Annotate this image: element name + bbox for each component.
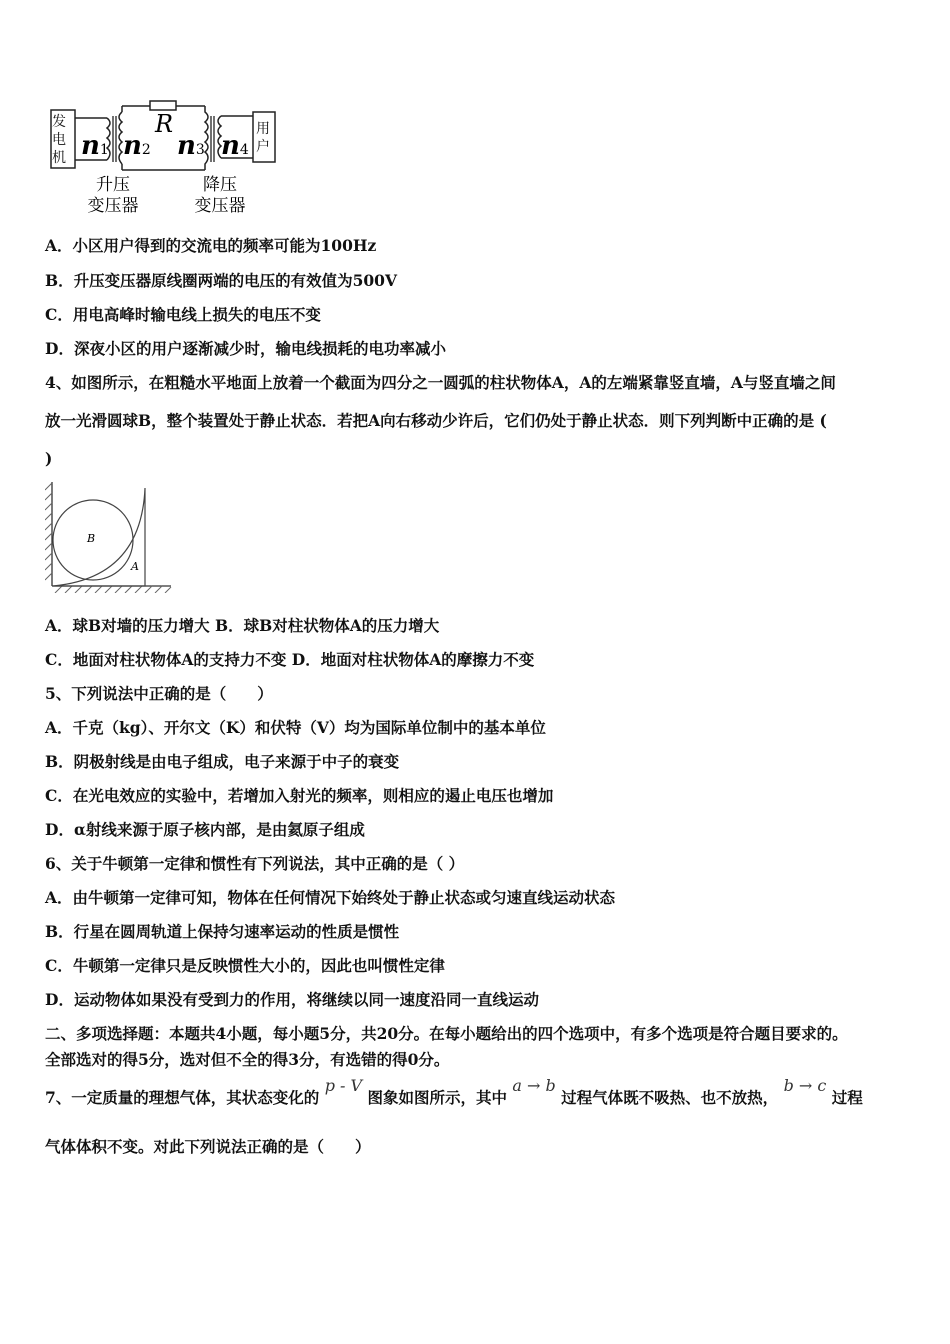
q3-option-c: C．用电高峰时输电线上损失的电压不变 (45, 305, 321, 324)
transformer-diagram (45, 98, 285, 223)
section2-heading-line1: 二、多项选择题：本题共4小题，每小题5分，共20分。在每小题给出的四个选项中，有多个选项是符合题目要求的。 (45, 1024, 848, 1043)
q4-stem-line2: 放一光滑圆球B，整个装置处于静止状态．若把A向右移动少许后，它们仍处于静止状态．则下列判断中正确的是 ( (45, 411, 827, 430)
q6-option-d: D．运动物体如果没有受到力的作用，将继续以同一速度沿同一直线运动 (45, 990, 539, 1009)
q7-stem-line2: 气体体积不变。对此下列说法正确的是（ ） (45, 1137, 371, 1156)
step-down-label-1: 降压 (203, 175, 237, 195)
q3-option-a: A．小区用户得到的交流电的频率可能为100Hz (45, 236, 377, 255)
q7-math-pv: p - V (324, 1076, 363, 1095)
user-box-text: 用户 (256, 121, 270, 155)
q6-option-b: B．行星在圆周轨道上保持匀速率运动的性质是惯性 (45, 922, 400, 941)
n1-label: n1 (81, 131, 109, 161)
q5-option-d: D．α射线来源于原子核内部，是由氦原子组成 (45, 820, 365, 839)
q4-options-row2: C．地面对柱状物体A的支持力不变 D．地面对柱状物体A的摩擦力不变 (45, 650, 535, 669)
generator-box-text: 发电机 (52, 114, 66, 166)
n2-label: n2 (123, 131, 151, 161)
q7-text-2: 图象如图所示，其中 (367, 1088, 507, 1107)
q6-stem: 6、关于牛顿第一定律和惯性有下列说法，其中正确的是（ ） (45, 854, 465, 873)
q5-option-b: B．阴极射线是由电子组成，电子来源于中子的衰变 (45, 752, 400, 771)
q7-math-bc: b → c (783, 1076, 827, 1095)
q7-text-4: 过程 (831, 1088, 863, 1107)
q4-stem-line3: ) (45, 449, 53, 468)
n4-label: n4 (221, 131, 249, 161)
ball-b-label: B (87, 532, 96, 545)
q4-stem-line1: 4、如图所示，在粗糙水平地面上放着一个截面为四分之一圆弧的柱状物体A，A的左端紧靠竖直墙，A与竖直墙之间 (45, 373, 836, 392)
q7-text-3: 过程气体既不吸热、也不放热， (561, 1088, 779, 1107)
q4-options-row1: A．球B对墙的压力增大 B．球B对柱状物体A的压力增大 (45, 616, 440, 635)
q3-option-d: D．深夜小区的用户逐渐减少时，输电线损耗的电功率减小 (45, 339, 446, 358)
q6-option-a: A．由牛顿第一定律可知，物体在任何情况下始终处于静止状态或匀速直线运动状态 (45, 888, 616, 907)
resistor (150, 101, 176, 110)
q7-text-1: 7、一定质量的理想气体，其状态变化的 (45, 1088, 320, 1107)
q6-option-c: C．牛顿第一定律只是反映惯性大小的，因此也叫惯性定律 (45, 956, 445, 975)
wall-ball-diagram (45, 478, 175, 593)
q7-stem-line1 (45, 1076, 863, 1108)
q7-math-ab: a → b (512, 1076, 556, 1095)
body-a-label: A (131, 560, 139, 573)
q5-stem: 5、下列说法中正确的是（ ） (45, 684, 273, 703)
q5-option-a: A．千克（kg）、开尔文（K）和伏特（V）均为国际单位制中的基本单位 (45, 718, 546, 737)
q3-option-b: B．升压变压器原线圈两端的电压的有效值为500V (45, 271, 397, 290)
step-up-label-2: 变压器 (87, 196, 139, 216)
q5-option-c: C．在光电效应的实验中，若增加入射光的频率，则相应的遏止电压也增加 (45, 786, 554, 805)
step-up-label-1: 升压 (96, 175, 130, 195)
n3-label: n3 (177, 131, 205, 161)
section2-heading-line2: 全部选对的得5分，选对但不全的得3分，有选错的得0分。 (45, 1050, 450, 1069)
step-down-label-2: 变压器 (194, 196, 246, 216)
resistor-label: R (155, 110, 174, 138)
